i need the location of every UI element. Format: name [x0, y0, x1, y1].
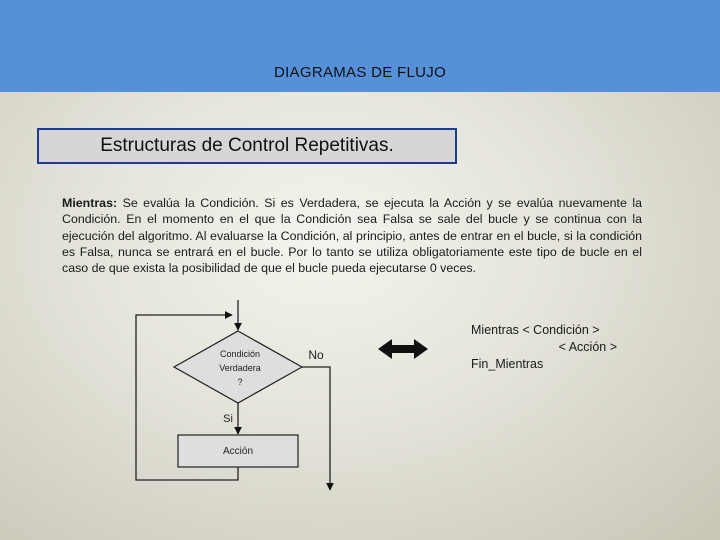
- equivalence-double-arrow: [378, 339, 428, 359]
- condition-line-3: ?: [237, 377, 243, 387]
- pseudocode-line-1: Mientras < Condición >: [471, 323, 600, 337]
- pseudocode-line-3: Fin_Mientras: [471, 357, 544, 371]
- condition-line-1: Condición: [219, 349, 261, 359]
- description-body: Se evalúa la Condición. Si es Verdadera, se ejecuta la Acción y se evalúa nuevamente la Condición. En el momento en el que la Condición sea Falsa se sale del bucle y se continua con la ejecución del algoritmo. Al evaluarse la Condición, al principio, antes de entrar en el bucle, si la condición es Falsa, nunca se entrará en el bucle. Por lo tanto se utiliza obligatoriamente este tipo de bucle en el caso de que exista la posibilidad de que el bucle pueda ejecutarse 0 veces.: [62, 196, 642, 276]
- condition-line-2: Verdadera: [219, 363, 261, 373]
- yes-label: Si: [223, 413, 233, 425]
- description-lead: Mientras:: [62, 196, 118, 210]
- action-label: Acción: [222, 446, 253, 457]
- page-number: 16: [663, 507, 677, 519]
- pseudocode-block: [471, 322, 621, 373]
- no-label: No: [308, 348, 324, 362]
- no-flow-line: [302, 367, 330, 490]
- page-title: DIAGRAMAS DE FLUJO: [273, 64, 447, 81]
- pseudocode-line-2: < Acción >: [558, 340, 617, 354]
- section-subtitle: Estructuras de Control Repetitivas.: [37, 128, 457, 164]
- condition-text: [204, 347, 276, 389]
